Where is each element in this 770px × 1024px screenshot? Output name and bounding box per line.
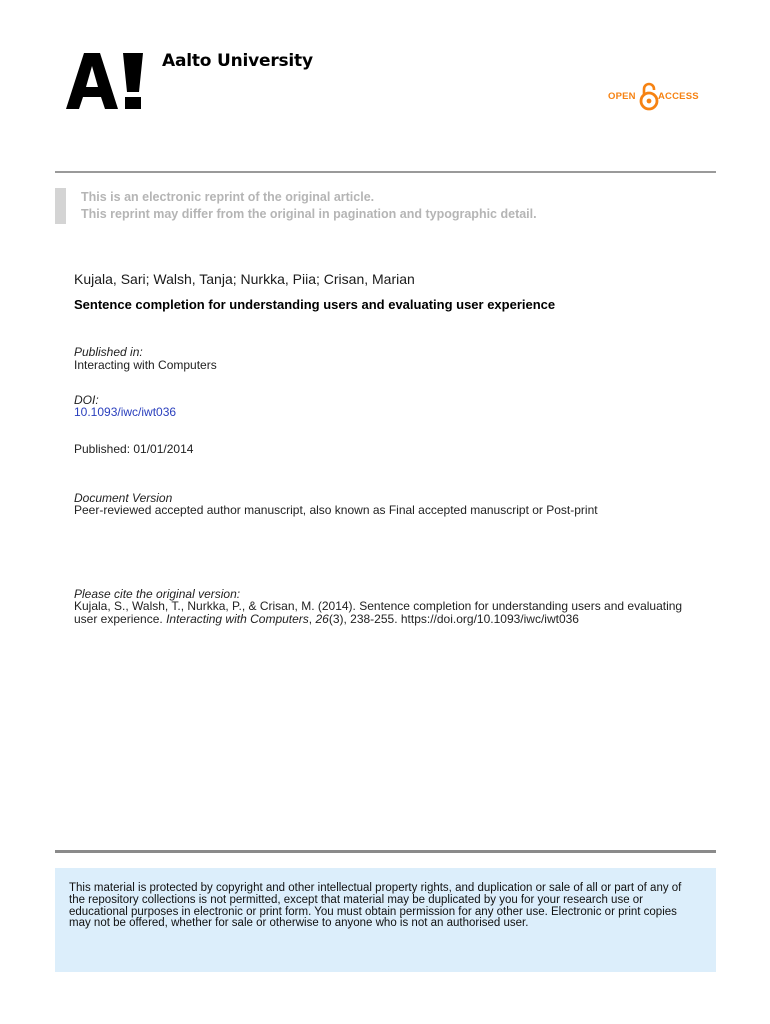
published-in-value: Interacting with Computers (74, 358, 217, 372)
citation-text (74, 600, 694, 625)
citation-part2: (3), 238-255. https://doi.org/10.1093/iwc/iwt036 (328, 611, 579, 626)
reprint-notice-line2: This reprint may differ from the original in pagination and typographic detail. (81, 207, 537, 221)
top-divider (55, 171, 716, 173)
citation-journal: Interacting with Computers (166, 611, 309, 626)
doi-link[interactable]: 10.1093/iwc/iwt036 (74, 405, 177, 419)
document-version-label: Document Version (74, 491, 173, 505)
published-date: Published: 01/01/2014 (74, 442, 194, 456)
university-name: Aalto University (162, 51, 313, 71)
doi-label: DOI: (74, 393, 99, 407)
open-access-logo (608, 81, 698, 111)
bottom-divider (55, 850, 716, 853)
reprint-notice-line1: This is an electronic reprint of the original article. (81, 190, 375, 204)
copyright-notice: This material is protected by copyright and other intellectual property rights, and duplication or sale of all or part of any of the repository collections is not permitted, except that material may be duplicated by you for your research use or educational purposes in electronic or print form. You must obtain permission for any other use. Electronic or print copies may not be offered, whether for sale or otherwise to anyone who is not an authorised user. (69, 882, 682, 930)
notice-bar (55, 188, 66, 224)
copyright-box (55, 868, 716, 972)
citation-part1: Kujala, S., Walsh, T., Nurkka, P., & Crisan, M. (2014). Sentence completion for understanding users and evaluating user experience. (74, 599, 683, 626)
citation-volume: 26 (315, 611, 329, 626)
document-version-value: Peer-reviewed accepted author manuscript, also known as Final accepted manuscript or Post-print (74, 503, 598, 517)
open-access-open-text: OPEN (608, 91, 636, 102)
open-lock-icon (638, 81, 660, 111)
aalto-logo (66, 52, 146, 110)
citation-sep: , (308, 611, 316, 626)
authors: Kujala, Sari; Walsh, Tanja; Nurkka, Piia; Crisan, Marian (74, 271, 415, 287)
cite-label: Please cite the original version: (74, 587, 241, 601)
published-in-label: Published in: (74, 345, 143, 359)
open-access-access-text: ACCESS (658, 91, 699, 102)
article-title: Sentence completion for understanding users and evaluating user experience (74, 297, 556, 312)
